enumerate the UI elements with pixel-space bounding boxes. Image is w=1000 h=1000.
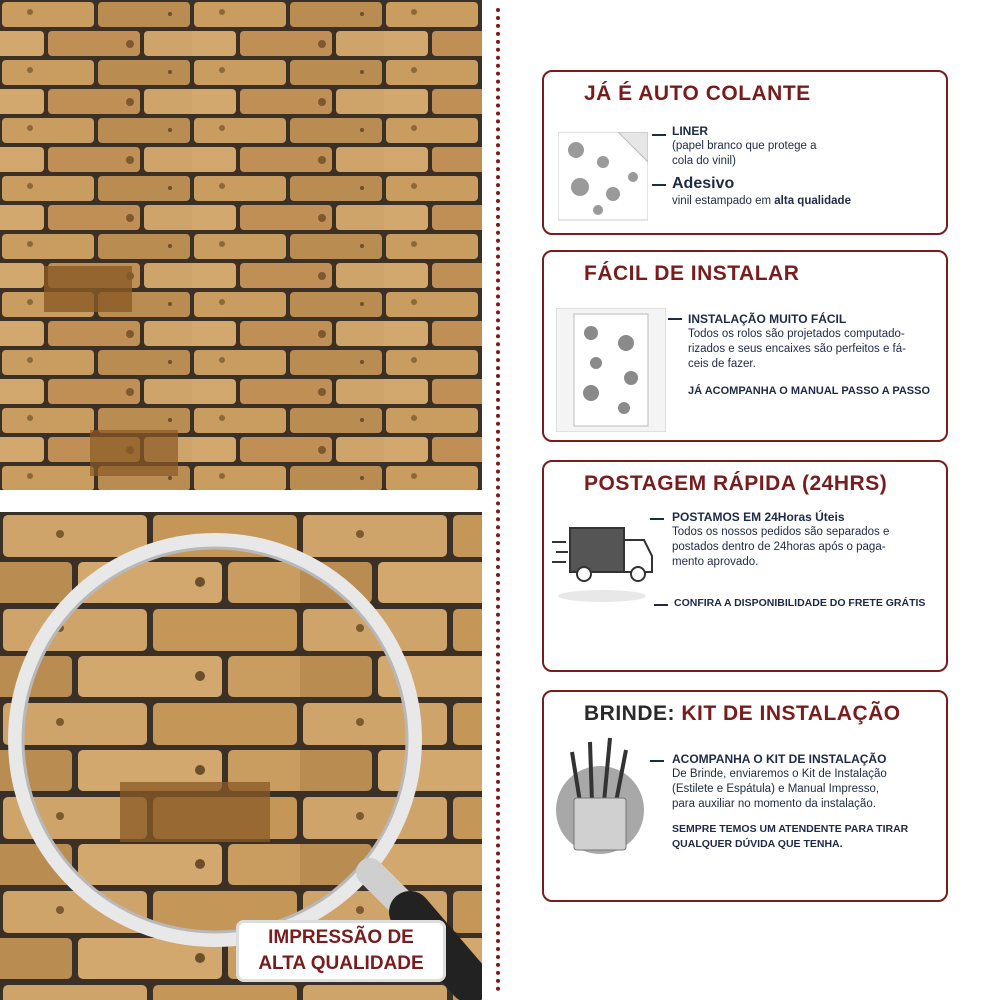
card-title: JÁ É AUTO COLANTE xyxy=(584,82,811,105)
postagem-frete: CONFIRA A DISPONIBILIDADE DO FRETE GRÁTIS xyxy=(674,597,926,609)
facil-line-2: rizados e seus encaixes são perfeitos e fá- xyxy=(688,343,906,355)
adesivo-block xyxy=(672,174,851,209)
brinde-block xyxy=(672,752,908,852)
brinde-line-2: (Estilete e Espátula) e Manual Impresso, xyxy=(672,783,880,795)
connector-line xyxy=(668,318,682,320)
wallpaper-roll-icon xyxy=(556,308,666,432)
facil-block xyxy=(688,312,930,399)
brinde-prefix: BRINDE: xyxy=(584,702,675,725)
quality-badge xyxy=(236,920,446,982)
brick-texture-top xyxy=(0,0,482,490)
liner-block xyxy=(672,124,817,169)
adesivo-title: Adesivo xyxy=(672,175,735,192)
facil-line-3: ceis de fazer. xyxy=(688,358,756,370)
vinyl-liner-icon xyxy=(558,132,648,222)
connector-line xyxy=(650,518,664,520)
postagem-line-1: Todos os nossos pedidos são separados e xyxy=(672,526,890,538)
brinde-atendente-2: QUALQUER DÚVIDA QUE TENHA. xyxy=(672,838,843,850)
card-title: FÁCIL DE INSTALAR xyxy=(584,262,800,285)
connector-line xyxy=(652,134,666,136)
brinde-heading: ACOMPANHA O KIT DE INSTALAÇÃO xyxy=(672,752,887,766)
postagem-heading: POSTAMOS EM 24Horas Úteis xyxy=(672,510,845,524)
liner-desc-2: cola do vinil) xyxy=(672,155,736,167)
dotted-divider xyxy=(496,8,500,992)
facil-heading: INSTALAÇÃO MUITO FÁCIL xyxy=(688,312,847,326)
postagem-block xyxy=(672,510,889,570)
connector-line xyxy=(654,604,668,606)
adesivo-bold: alta qualidade xyxy=(774,195,851,207)
postagem-line-2: postados dentro de 24horas após o paga- xyxy=(672,541,886,553)
card-brinde xyxy=(542,690,948,902)
brick-wall-image xyxy=(0,0,482,490)
card-title-wrap xyxy=(584,702,901,726)
postagem-line-3: mento aprovado. xyxy=(672,556,759,568)
card-title: POSTAGEM RÁPIDA (24HRS) xyxy=(584,472,888,495)
connector-line xyxy=(652,184,666,186)
adesivo-desc: vinil estampado em xyxy=(672,195,772,207)
facil-manual: JÁ ACOMPANHA O MANUAL PASSO A PASSO xyxy=(688,385,931,397)
brinde-line-1: De Brinde, enviaremos o Kit de Instalação xyxy=(672,768,887,780)
liner-title: LINER xyxy=(672,124,708,138)
card-auto-colante xyxy=(542,70,948,235)
brinde-atendente-1: SEMPRE TEMOS UM ATENDENTE PARA TIRAR xyxy=(672,823,909,835)
brinde-line-3: para auxiliar no momento da instalação. xyxy=(672,798,876,810)
liner-desc-1: (papel branco que protege a xyxy=(672,140,817,152)
brinde-title: KIT DE INSTALAÇÃO xyxy=(681,702,901,725)
badge-line1: IMPRESSÃO DE xyxy=(268,927,414,948)
badge-line2: ALTA QUALIDADE xyxy=(258,953,424,974)
delivery-truck-icon xyxy=(552,522,656,612)
facil-line-1: Todos os rolos são projetados computado- xyxy=(688,328,905,340)
card-facil-instalar xyxy=(542,250,948,442)
connector-line xyxy=(650,760,664,762)
card-postagem xyxy=(542,460,948,672)
tool-cup-icon xyxy=(550,732,650,854)
